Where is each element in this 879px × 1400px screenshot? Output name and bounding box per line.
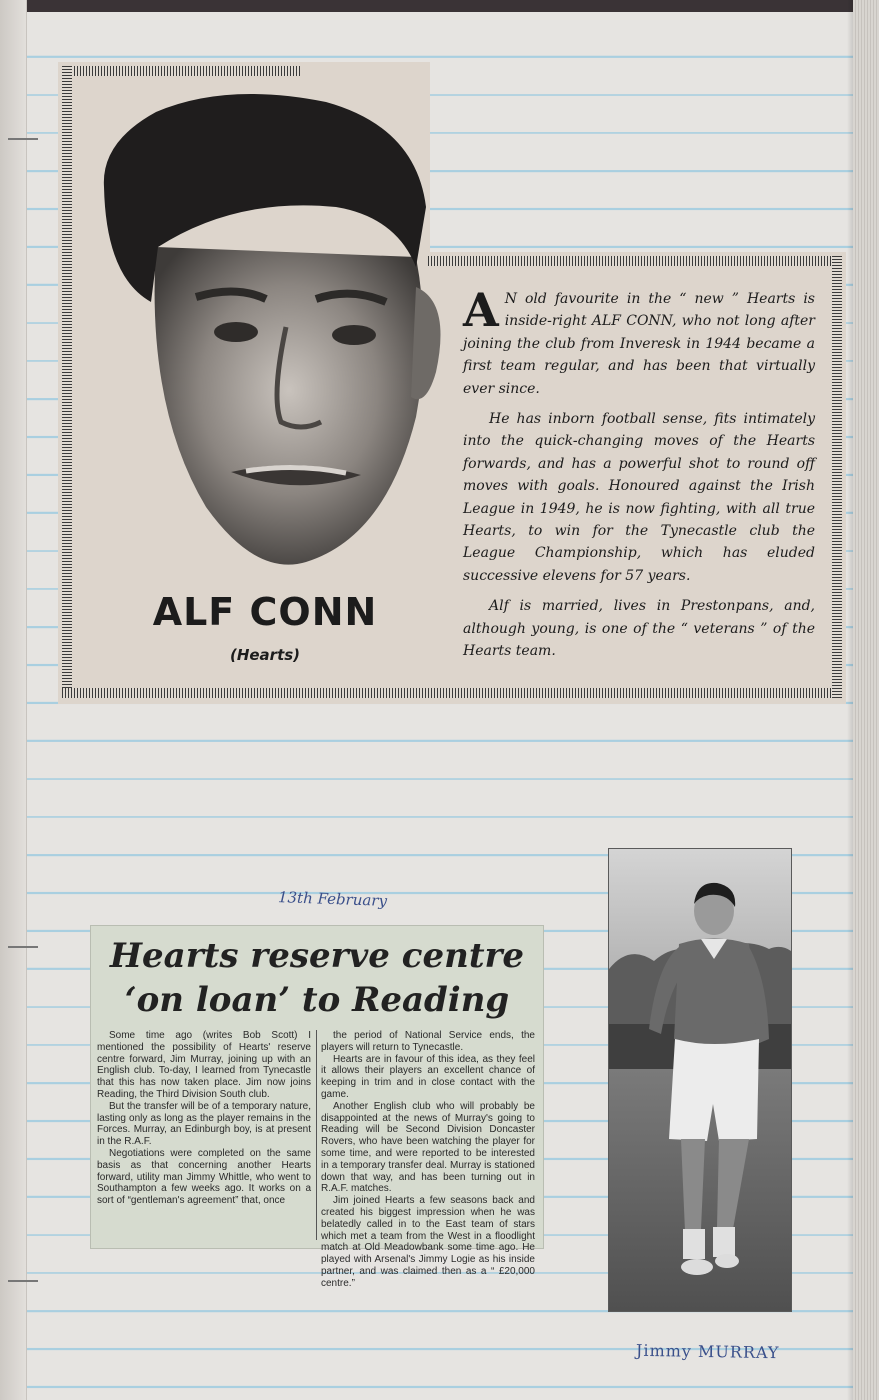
article-column-right (321, 1030, 535, 1290)
article-paragraph: Jim joined Hearts a few seasons back and created his biggest impression when he was belatedly called in to the East team of stars which met a team from the West in a floodlight match at Old Meadowbank some time ago. He played with Arsenal's Jimmy Logie as his inside partner, and was claimed then as a “ £20,000 centre.” (321, 1195, 535, 1289)
handwritten-date: 13th February (277, 888, 388, 910)
alf-conn-clipping (58, 62, 846, 704)
reading-clipping (90, 925, 544, 1289)
player-photo-image (609, 849, 791, 1311)
player-name-heading: ALF CONN (152, 590, 378, 634)
alf-conn-portrait (96, 87, 441, 587)
top-edge (0, 0, 879, 12)
article-paragraph: Negotiations were completed on the same basis as that concerning another Hearts forward, utility man Jimmy Whittle, who went to Southampton a few weeks ago. It works on a sort of “gentleman's agreement” that, once (97, 1147, 311, 1207)
border-right (832, 256, 842, 698)
article-paragraph: But the transfer will be of a temporary nature, lasting only as long as the player remains in the Forces. Murray, an Edinburgh boy, is at present in the R.A.F. (97, 1100, 311, 1148)
bio-paragraph-3: Alf is married, lives in Prestonpans, and, although young, is one of the “ veterans ” of the Hearts team. (463, 598, 815, 660)
bio-text (463, 283, 815, 671)
article-paragraph: Another English club who will probably be disappointed at the news of Murray's going to Reading will be Second Division Doncaster Rovers, who have been watching the player for some time, and were reported to be interested in a temporary transfer deal. Murray is stationed down that way, and has been turning out in R.A.F. matches. (321, 1100, 535, 1195)
border-top-left (62, 66, 300, 76)
headline-line-2: ‘on loan’ to Reading (124, 980, 510, 1020)
article-paragraph: Some time ago (writes Bob Scott) I mentioned the possibility of Hearts' reserve centre forward, Jim Murray, joining up with an English club. To-day, I learned from Tynecastle that this has now taken place. Jim now joins Reading, the Third Division South club. (97, 1030, 311, 1100)
drop-cap: A (463, 283, 499, 337)
club-label: (Hearts) (229, 646, 301, 664)
article-paragraph: Hearts are in favour of this idea, as they feel it allows their players an excellent chance of keeping in trim and in close contact with the game. (321, 1053, 535, 1100)
headline-line-1: Hearts reserve centre (109, 936, 525, 976)
border-top-right (428, 256, 842, 266)
border-left (62, 66, 72, 698)
border-bottom (62, 688, 842, 698)
binding-hole (8, 946, 38, 948)
bio-paragraph-1-text: N old favourite in the “ new ” Hearts is inside-right ALF CONN, who not long after joining the club from Inveresk in 1944 became a first team regular, and has been that virtually ever since. (463, 291, 815, 397)
binding-hole (8, 138, 38, 140)
headline (97, 934, 537, 1022)
binding-edge (0, 0, 27, 1400)
handwritten-player-name: Jimmy MURRAY (635, 1340, 780, 1363)
article-column-left (97, 1030, 311, 1207)
page-stack-edge (853, 0, 879, 1400)
binding-hole (8, 1280, 38, 1282)
bio-paragraph-2: He has inborn football sense, fits intimately into the quick-changing moves of the Hearts forwards, and has a powerful shot to round off moves with goals. Honoured against the Irish League in 1949, he is now fighting, with all true Hearts, to win for the Tynecastle club the League Championship, which has eluded successive elevens for 57 years. (463, 411, 815, 584)
bio-paragraph-1 (463, 283, 815, 400)
jimmy-murray-photo (608, 848, 792, 1312)
column-divider (316, 1030, 317, 1240)
article-paragraph: the period of National Service ends, the players will return to Tynecastle. (321, 1030, 535, 1053)
